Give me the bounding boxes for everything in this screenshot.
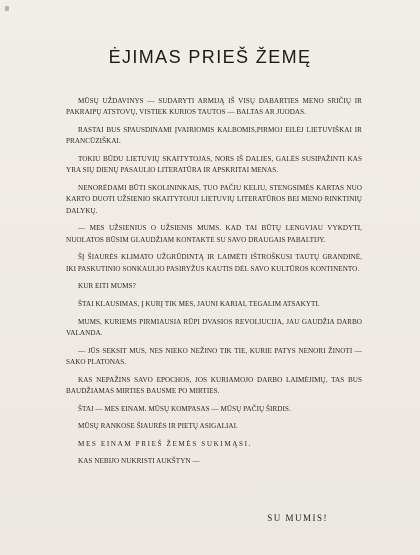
paragraph: — JŪS SEKSIT MUS, NES NIEKO NEŽINO TIK TIE, KURIE PATYS NENORI ŽINOTI — SAKO PLATONAS. (66, 346, 362, 366)
page-title: ĖJIMAS PRIEŠ ŽEMĘ (108, 47, 312, 67)
closing-line: SU MUMIS! (267, 513, 328, 523)
paragraph: ŠĮ ŠIAURĖS KLIMATO UŽGRŪDINTĄ IR LAIMĖTI IŠTROŠKUSI TAUTŲ GRANDINĖ, IKI PASKUTINIO SONKAULIO PASIRYŽUS KAUTIS DĖL SAVO KULTŪROS KONTINENTO. (66, 253, 362, 273)
paragraph: MES EINAM PRIEŠ ŽEMĖS SUKIMĄSI. (78, 439, 252, 448)
paragraph: MŪSŲ UŽDAVINYS — SUDARYTI ARMIJĄ IŠ VISŲ DABARTIES MENO SRIČIŲ IR PAKRAIPŲ ATSTOVŲ, VISTIEK KURIOS TAUTOS — BALTAS AR JUODAS. (66, 97, 362, 117)
paragraph: MŪSŲ RANKOSE ŠIAURĖS IR PIETŲ ASIGALIAI. (78, 422, 238, 431)
paragraph: KAS NEPAŽINS SAVO EPOCHOS, JOS KURIAMOJO DARBO LAIMĖJIMŲ, TAS BUS BAUDŽIAMAS MIRTIES BAUSME PO MIRTIES. (66, 375, 362, 395)
manifesto-body (66, 96, 362, 474)
paragraph: ŠTAI — MES EINAM. MŪSŲ KOMPASAS — MŪSŲ PAČIŲ ŠIRDIS. (78, 404, 291, 413)
paragraph: TOKIU BŪDU LIETUVIŲ SKAITYTOJAS, NORS IŠ DALIES, GALĖS SUSIPAŽINTI KAS YRA SIŲ DIENŲ PASAULIO LITERATŪRA IR APSKRITAI MENAS. (66, 155, 362, 175)
paragraph: KUR EITI MUMS? (78, 282, 136, 291)
paragraph: RASTAI BUS SPAUSDINAMI ĮVAIRIOMIS KALBOMIS,PIRMOJ EILĖJ LIETUVIŠKAI IR PRANCŪZIŠKAI. (66, 126, 362, 146)
paragraph: — MES UŽSIENIUS O UŽSIENIS MUMS. KAD TAI BŪTŲ LENGVIAU VYKDYTI, NUOLATOS BŪSIM GLAUDŽIAM KONTAKTE SU SAVO DRAUGAIS PABALTIJY. (66, 224, 362, 244)
paragraph: NENORĖDAMI BŪTI SKOLININKAIS, TUO PAČIU KELIU, STENGSIMĖS KARTAS NUO KARTO DUOTI UŽSIENIO SKAITYTOJUI LIETUVIŲ LITERATŪROS BEI MENO RINKTINIŲ DALYKŲ. (66, 184, 362, 215)
paragraph: MUMS, KURIEMS PIRMIAUSIA RŪPI DVASIOS REVOLIUCIJA, JAU GAUDŽIA DARBO VALANDA. (66, 317, 362, 337)
paragraph: ŠTAI KLAUSIMAS, Į KURĮ TIK MES, JAUNI KARIAI, TEGALIM ATSAKYTI. (78, 300, 320, 308)
paragraph: KAS NEBIJO NUKRISTI AUKŠTYN — (78, 457, 200, 466)
corner-mark (5, 6, 9, 11)
